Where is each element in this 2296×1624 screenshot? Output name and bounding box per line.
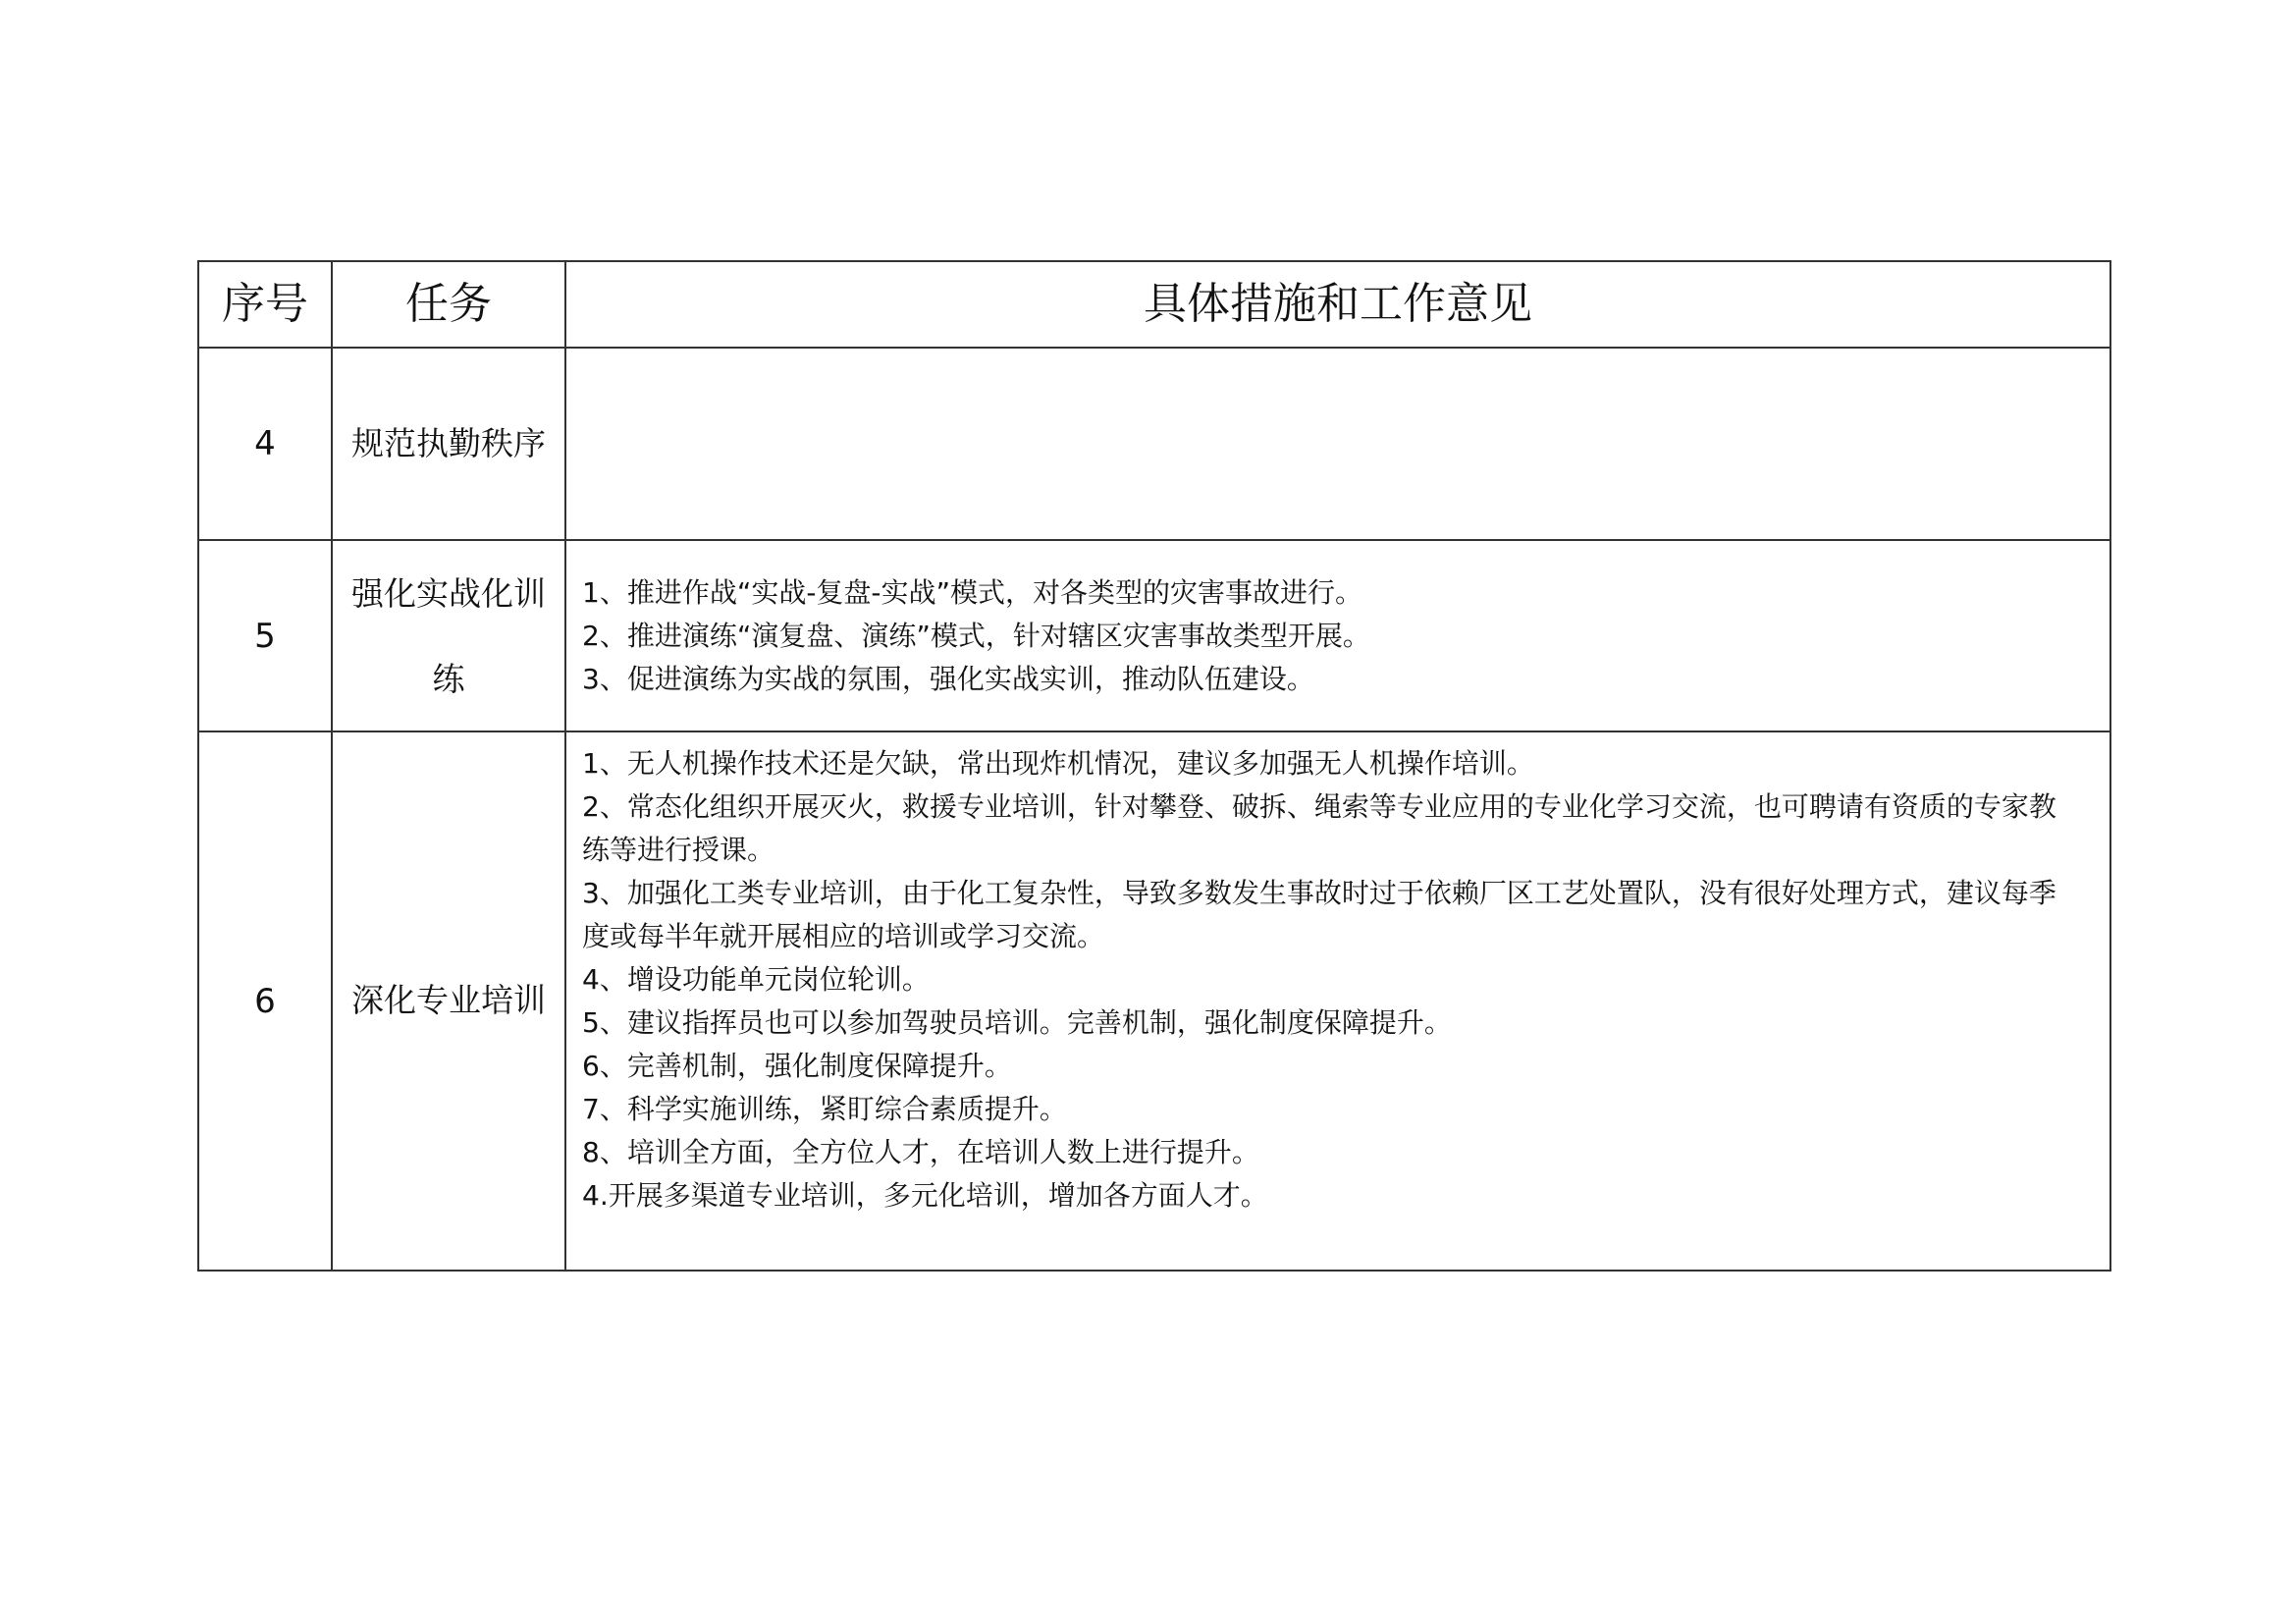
row-no: 6 bbox=[198, 731, 332, 1271]
measure-item: 8、培训全方面，全方位人才，在培训人数上进行提升。 bbox=[582, 1136, 1259, 1168]
table-row bbox=[198, 540, 2110, 731]
header-measures: 具体措施和工作意见 bbox=[565, 261, 2110, 348]
table-row bbox=[198, 731, 2110, 1271]
measure-item: 1、无人机操作技术还是欠缺，常出现炸机情况，建议多加强无人机操作培训。 bbox=[582, 747, 1534, 780]
header-task: 任务 bbox=[332, 261, 565, 348]
table-row bbox=[198, 348, 2110, 540]
row-task: 深化专业培训 bbox=[332, 731, 565, 1271]
row-no: 4 bbox=[198, 348, 332, 540]
row-task: 规范执勤秩序 bbox=[332, 348, 565, 540]
measure-item: 2、推进演练“演复盘、演练”模式，针对辖区灾害事故类型开展。 bbox=[582, 619, 1370, 652]
measure-item: 4.开展多渠道专业培训，多元化培训，增加各方面人才。 bbox=[582, 1179, 1268, 1212]
row-measures bbox=[565, 540, 2110, 731]
measure-item: 3、加强化工类专业培训，由于化工复杂性，导致多数发生事故时过于依赖厂区工艺处置队，没有很好处理方式，建议每季度或每半年就开展相应的培训或学习交流。 bbox=[582, 877, 2056, 952]
table-header-row bbox=[198, 261, 2110, 348]
measure-item: 2、常态化组织开展灭火，救援专业培训，针对攀登、破拆、绳索等专业应用的专业化学习交流，也可聘请有资质的专家教练等进行授课。 bbox=[582, 790, 2056, 866]
row-task: 强化实战化训练 bbox=[332, 540, 565, 731]
measure-item: 1、推进作战“实战-复盘-实战”模式，对各类型的灾害事故进行。 bbox=[582, 575, 1363, 609]
measure-item: 3、促进演练为实战的氛围，强化实战实训，推动队伍建设。 bbox=[582, 662, 1314, 695]
header-no: 序号 bbox=[198, 261, 332, 348]
row-no: 5 bbox=[198, 540, 332, 731]
measure-item: 7、科学实施训练，紧盯综合素质提升。 bbox=[582, 1093, 1067, 1125]
measure-item: 4、增设功能单元岗位轮训。 bbox=[582, 963, 930, 996]
measure-item: 5、建议指挥员也可以参加驾驶员培训。完善机制，强化制度保障提升。 bbox=[582, 1006, 1452, 1039]
row-measures bbox=[565, 731, 2110, 1271]
measure-item: 6、完善机制，强化制度保障提升。 bbox=[582, 1050, 1012, 1082]
row-measures-empty bbox=[565, 348, 2110, 540]
measures-table bbox=[197, 260, 2111, 1272]
